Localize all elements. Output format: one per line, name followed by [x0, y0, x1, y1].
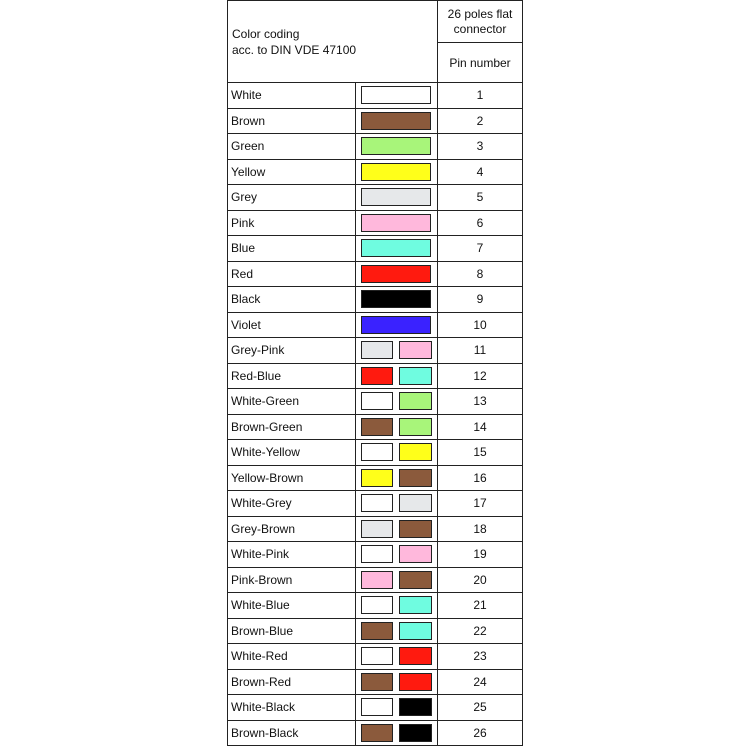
color-swatch — [399, 545, 432, 563]
color-swatch-cell — [356, 542, 438, 568]
wire-color-name: Violet — [228, 312, 356, 338]
table-row — [228, 134, 523, 160]
pin-number: 5 — [438, 185, 523, 211]
color-swatch — [361, 622, 393, 640]
table-row — [228, 593, 523, 619]
table-row — [228, 414, 523, 440]
table-row — [228, 695, 523, 721]
color-swatch — [361, 724, 393, 742]
table-row — [228, 108, 523, 134]
wire-color-name: White-Red — [228, 644, 356, 670]
color-swatch-cell — [356, 338, 438, 364]
wire-color-name: Pink-Brown — [228, 567, 356, 593]
color-swatch — [361, 571, 393, 589]
color-swatch — [361, 520, 393, 538]
color-swatch-cell — [356, 669, 438, 695]
header-right-line1: 26 poles flat — [447, 6, 513, 21]
pin-number: 6 — [438, 210, 523, 236]
pin-number: 21 — [438, 593, 523, 619]
wire-color-name: Brown — [228, 108, 356, 134]
wire-color-name: White-Grey — [228, 491, 356, 517]
color-swatch-cell — [356, 414, 438, 440]
pin-number: 25 — [438, 695, 523, 721]
pin-number: 11 — [438, 338, 523, 364]
color-swatch — [361, 545, 393, 563]
color-swatch — [399, 520, 432, 538]
color-swatch — [399, 647, 432, 665]
wire-color-name: Black — [228, 287, 356, 313]
color-swatch — [361, 596, 393, 614]
wire-color-name: Red — [228, 261, 356, 287]
table-row — [228, 618, 523, 644]
color-swatch — [361, 188, 431, 206]
color-swatch — [399, 698, 432, 716]
color-swatch — [361, 698, 393, 716]
pin-number: 19 — [438, 542, 523, 568]
color-swatch — [399, 622, 432, 640]
header-left-line2: acc. to DIN VDE 47100 — [232, 42, 357, 57]
wire-color-name: Brown-Green — [228, 414, 356, 440]
wire-color-name: Yellow-Brown — [228, 465, 356, 491]
connector-header — [438, 1, 523, 43]
pin-number: 20 — [438, 567, 523, 593]
header-right-line2: connector — [453, 21, 507, 36]
color-swatch — [361, 494, 393, 512]
color-swatch-cell — [356, 185, 438, 211]
table-row — [228, 491, 523, 517]
table-row — [228, 644, 523, 670]
color-swatch — [361, 86, 431, 104]
color-swatch — [399, 673, 432, 691]
table-row — [228, 210, 523, 236]
color-swatch-cell — [356, 261, 438, 287]
color-swatch-cell — [356, 108, 438, 134]
table-row — [228, 542, 523, 568]
table-row — [228, 312, 523, 338]
wire-color-name: White — [228, 83, 356, 109]
wire-color-name: Green — [228, 134, 356, 160]
color-swatch — [361, 214, 431, 232]
color-swatch — [399, 392, 432, 410]
table-row — [228, 261, 523, 287]
table-row — [228, 440, 523, 466]
wire-color-name: Red-Blue — [228, 363, 356, 389]
pin-number: 12 — [438, 363, 523, 389]
table-row — [228, 516, 523, 542]
color-swatch — [399, 494, 432, 512]
pin-number: 2 — [438, 108, 523, 134]
table-row — [228, 83, 523, 109]
color-swatch-cell — [356, 363, 438, 389]
pin-number: 8 — [438, 261, 523, 287]
color-swatch — [361, 469, 393, 487]
table-row — [228, 287, 523, 313]
pin-number: 16 — [438, 465, 523, 491]
pin-number: 1 — [438, 83, 523, 109]
table-row — [228, 159, 523, 185]
color-swatch — [361, 316, 431, 334]
color-swatch — [399, 341, 432, 359]
color-coding-header — [228, 1, 438, 83]
color-swatch — [361, 112, 431, 130]
color-coding-table — [227, 0, 523, 746]
pin-number: 3 — [438, 134, 523, 160]
color-swatch-cell — [356, 210, 438, 236]
wire-color-name: Grey — [228, 185, 356, 211]
color-swatch — [399, 443, 432, 461]
color-swatch — [361, 418, 393, 436]
color-swatch — [399, 724, 432, 742]
color-swatch — [361, 647, 393, 665]
table-row — [228, 236, 523, 262]
pin-number: 15 — [438, 440, 523, 466]
pin-number: 24 — [438, 669, 523, 695]
header-left-line1: Color coding — [232, 26, 300, 41]
pin-number: 7 — [438, 236, 523, 262]
table-row — [228, 363, 523, 389]
pin-number: 4 — [438, 159, 523, 185]
color-swatch — [361, 290, 431, 308]
wire-color-name: White-Yellow — [228, 440, 356, 466]
color-swatch-cell — [356, 593, 438, 619]
wire-color-name: White-Blue — [228, 593, 356, 619]
color-swatch — [399, 367, 432, 385]
color-coding-table-sheet — [227, 0, 522, 750]
table-row — [228, 185, 523, 211]
color-swatch — [399, 571, 432, 589]
color-swatch-cell — [356, 618, 438, 644]
color-swatch — [361, 341, 393, 359]
color-swatch — [361, 392, 393, 410]
pin-number: 9 — [438, 287, 523, 313]
color-swatch-cell — [356, 465, 438, 491]
color-swatch — [361, 443, 393, 461]
wire-color-name: Grey-Pink — [228, 338, 356, 364]
wire-color-name: Brown-Red — [228, 669, 356, 695]
table-row — [228, 389, 523, 415]
pin-number: 13 — [438, 389, 523, 415]
color-swatch-cell — [356, 567, 438, 593]
color-swatch-cell — [356, 236, 438, 262]
color-swatch-cell — [356, 83, 438, 109]
color-swatch-cell — [356, 287, 438, 313]
pin-number: 10 — [438, 312, 523, 338]
wire-color-name: Blue — [228, 236, 356, 262]
color-swatch-cell — [356, 134, 438, 160]
color-swatch — [399, 469, 432, 487]
table-row — [228, 567, 523, 593]
color-swatch-cell — [356, 644, 438, 670]
pin-number: 26 — [438, 720, 523, 746]
table-row — [228, 338, 523, 364]
color-swatch-cell — [356, 389, 438, 415]
color-swatch — [361, 239, 431, 257]
table-row — [228, 720, 523, 746]
pin-number-header: Pin number — [438, 43, 523, 83]
wire-color-name: Pink — [228, 210, 356, 236]
pin-number: 22 — [438, 618, 523, 644]
wire-color-name: Grey-Brown — [228, 516, 356, 542]
color-swatch-cell — [356, 440, 438, 466]
color-swatch-cell — [356, 516, 438, 542]
color-swatch-cell — [356, 695, 438, 721]
color-swatch — [399, 418, 432, 436]
color-swatch — [361, 367, 393, 385]
wire-color-name: Brown-Black — [228, 720, 356, 746]
color-swatch-cell — [356, 159, 438, 185]
wire-color-name: White-Pink — [228, 542, 356, 568]
color-swatch — [361, 137, 431, 155]
pin-number: 17 — [438, 491, 523, 517]
wire-color-name: Yellow — [228, 159, 356, 185]
color-swatch — [399, 596, 432, 614]
color-swatch-cell — [356, 491, 438, 517]
color-swatch — [361, 673, 393, 691]
color-swatch-cell — [356, 312, 438, 338]
pin-number: 14 — [438, 414, 523, 440]
table-row — [228, 669, 523, 695]
table-row — [228, 465, 523, 491]
wire-color-name: Brown-Blue — [228, 618, 356, 644]
color-swatch — [361, 163, 431, 181]
color-swatch-cell — [356, 720, 438, 746]
color-swatch — [361, 265, 431, 283]
wire-color-name: White-Green — [228, 389, 356, 415]
pin-number: 23 — [438, 644, 523, 670]
wire-color-name: White-Black — [228, 695, 356, 721]
pin-number: 18 — [438, 516, 523, 542]
